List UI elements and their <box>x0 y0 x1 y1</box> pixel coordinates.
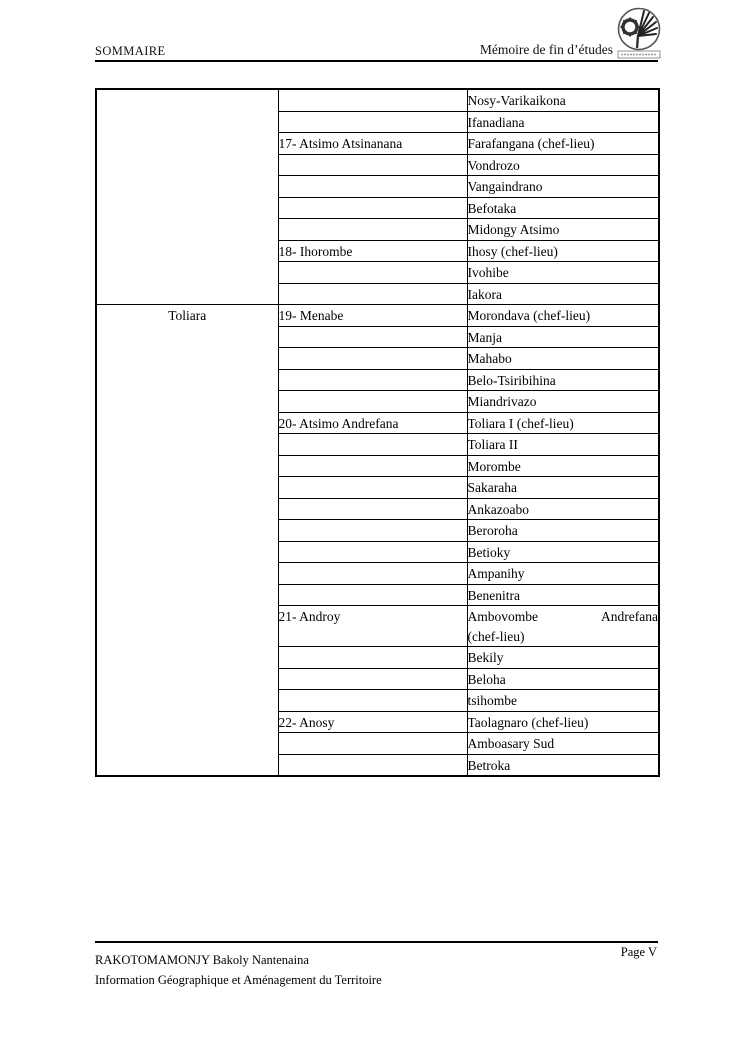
table-row <box>96 305 659 327</box>
province-cell <box>96 89 278 305</box>
table-row <box>96 89 659 111</box>
district-cell: Morondava (chef-lieu) <box>467 305 659 327</box>
header-left-title: SOMMAIRE <box>95 44 166 58</box>
header-rule <box>95 60 658 62</box>
region-cell <box>278 111 467 133</box>
district-cell: Betioky <box>467 541 659 563</box>
region-cell: 18- Ihorombe <box>278 240 467 262</box>
region-cell: 19- Menabe <box>278 305 467 327</box>
district-cell: Morombe <box>467 455 659 477</box>
region-cell <box>278 348 467 370</box>
region-cell <box>278 455 467 477</box>
district-cell: Iakora <box>467 283 659 305</box>
region-cell <box>278 197 467 219</box>
district-cell: Farafangana (chef-lieu) <box>467 133 659 155</box>
district-cell: Taolagnaro (chef-lieu) <box>467 711 659 733</box>
district-cell: Ihosy (chef-lieu) <box>467 240 659 262</box>
header-right-title: Mémoire de fin d’études <box>479 42 613 57</box>
district-cell: Ambovombe Andrefana (chef-lieu) <box>467 606 659 647</box>
district-cell: Ampanihy <box>467 563 659 585</box>
district-cell: Vangaindrano <box>467 176 659 198</box>
district-cell: Sakaraha <box>467 477 659 499</box>
district-cell: Miandrivazo <box>467 391 659 413</box>
district-cell: Nosy-Varikaikona <box>467 89 659 111</box>
region-cell <box>278 541 467 563</box>
region-cell: 20- Atsimo Andrefana <box>278 412 467 434</box>
region-cell <box>278 584 467 606</box>
district-cell: Vondrozo <box>467 154 659 176</box>
district-cell: Bekily <box>467 647 659 669</box>
district-cell: Manja <box>467 326 659 348</box>
regions-districts-table <box>95 88 660 777</box>
district-cell: Toliara I (chef-lieu) <box>467 412 659 434</box>
district-cell: Beroroha <box>467 520 659 542</box>
district-cell: Midongy Atsimo <box>467 219 659 241</box>
district-cell: Amboasary Sud <box>467 733 659 755</box>
region-cell <box>278 647 467 669</box>
district-cell: tsihombe <box>467 690 659 712</box>
region-cell <box>278 754 467 776</box>
district-cell: Beloha <box>467 668 659 690</box>
district-cell: Ifanadiana <box>467 111 659 133</box>
province-cell: Toliara <box>96 305 278 777</box>
district-cell: Mahabo <box>467 348 659 370</box>
region-cell <box>278 154 467 176</box>
page-number: Page V <box>620 945 657 959</box>
region-cell <box>278 434 467 456</box>
region-cell <box>278 89 467 111</box>
school-emblem-icon <box>614 6 664 62</box>
district-cell: Ivohibe <box>467 262 659 284</box>
district-cell: Betroka <box>467 754 659 776</box>
region-cell: 22- Anosy <box>278 711 467 733</box>
district-cell: Benenitra <box>467 584 659 606</box>
region-cell <box>278 498 467 520</box>
region-cell <box>278 391 467 413</box>
district-cell: Belo-Tsiribihina <box>467 369 659 391</box>
region-cell: 17- Atsimo Atsinanana <box>278 133 467 155</box>
region-cell: 21- Androy <box>278 606 467 647</box>
footer-author: RAKOTOMAMONJY Bakoly Nantenaina <box>95 953 309 967</box>
region-cell <box>278 219 467 241</box>
region-cell <box>278 326 467 348</box>
region-cell <box>278 369 467 391</box>
region-cell <box>278 477 467 499</box>
region-cell <box>278 262 467 284</box>
district-cell: Toliara II <box>467 434 659 456</box>
region-cell <box>278 563 467 585</box>
district-cell: Ankazoabo <box>467 498 659 520</box>
region-cell <box>278 520 467 542</box>
region-cell <box>278 668 467 690</box>
region-cell <box>278 733 467 755</box>
region-cell <box>278 176 467 198</box>
district-cell: Befotaka <box>467 197 659 219</box>
districts-table-body <box>96 89 659 776</box>
footer-subtitle: Information Géographique et Aménagement du Territoire <box>95 973 382 987</box>
region-cell <box>278 690 467 712</box>
region-cell <box>278 283 467 305</box>
footer-rule <box>95 941 658 943</box>
